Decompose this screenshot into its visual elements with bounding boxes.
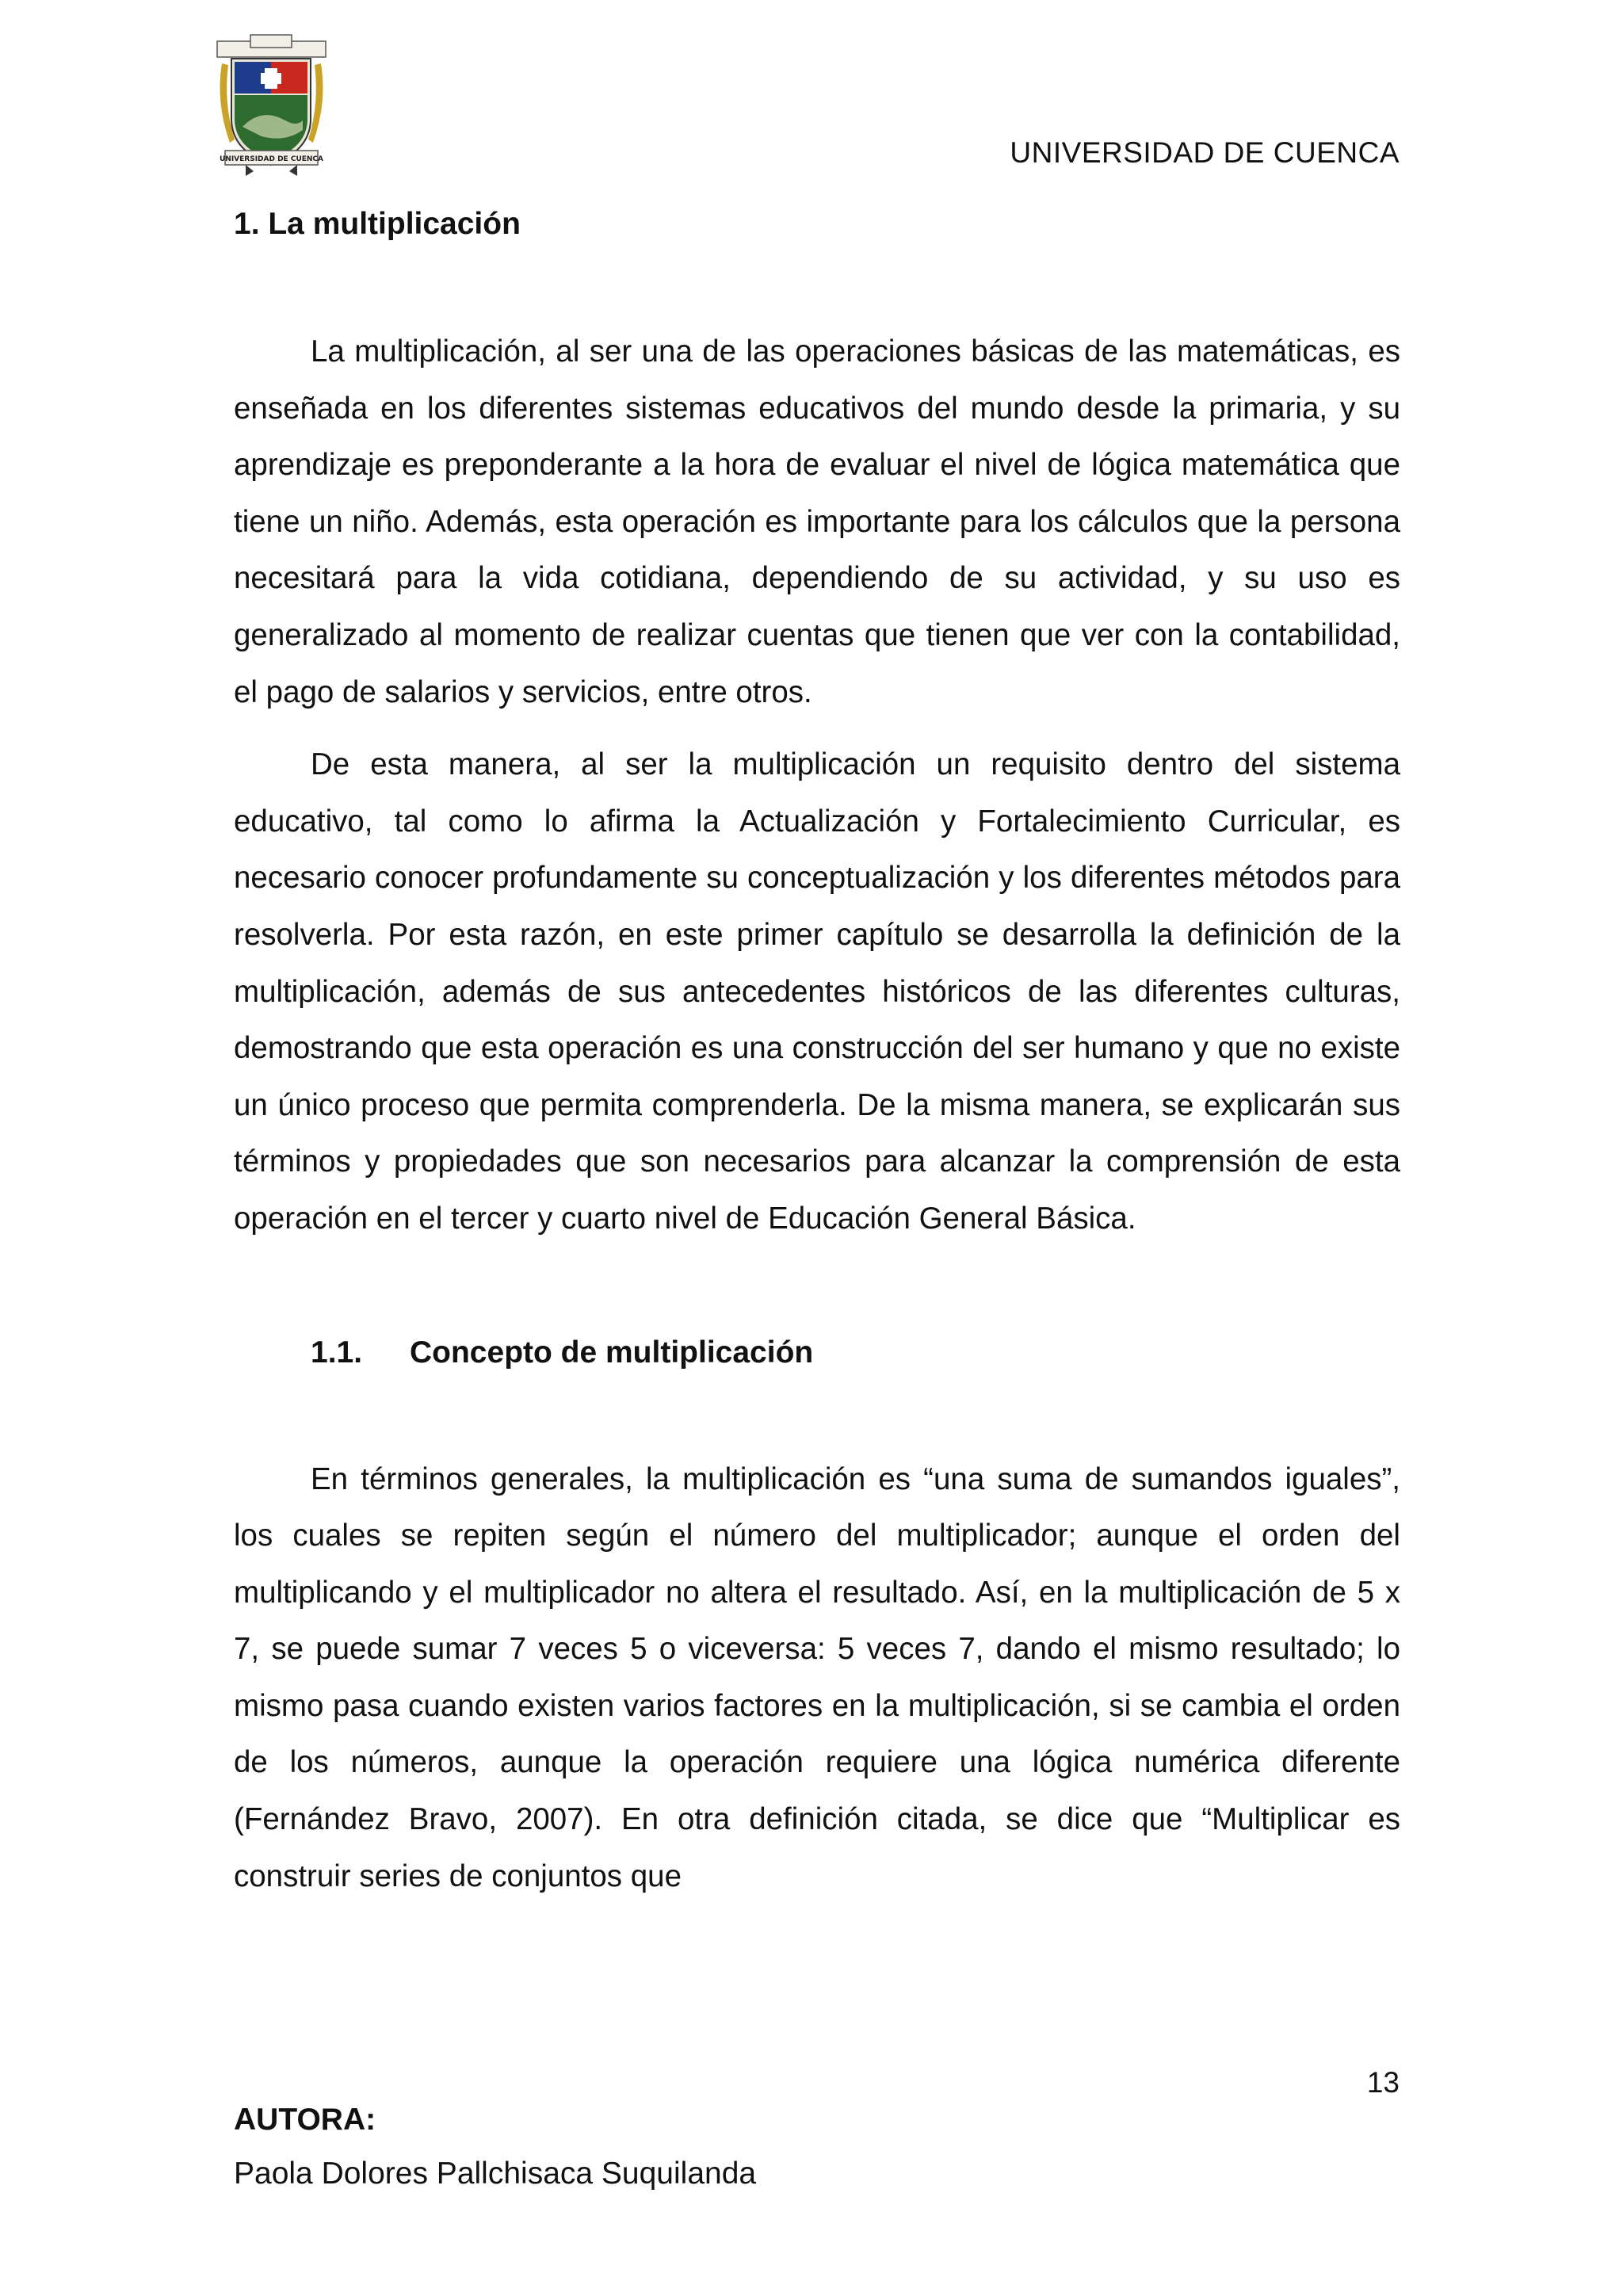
- chapter-paragraph-1: La multiplicación, al ser una de las operaciones básicas de las matemáticas, es enseñada en los diferentes sistemas educativos del mundo desde la primaria, y su aprendizaje es preponderante a la hora de evaluar el nivel de lógica matemática que tiene un niño. Además, esta operación es importante para los cálculos que la persona necesitará para la vida cotidiana, dependiendo de su actividad, y su uso es generalizado al momento de realizar cuentas que tienen que ver con la contabilidad, el pago de salarios y servicios, entre otros.: [234, 334, 1400, 709]
- university-name: UNIVERSIDAD DE CUENCA: [1010, 136, 1400, 169]
- section-number: 1.1.: [311, 1335, 363, 1370]
- university-crest-icon: [214, 32, 329, 178]
- logo-text: UNIVERSIDAD DE CUENCA: [219, 155, 324, 163]
- author-label: AUTORA:: [234, 2103, 376, 2137]
- section-paragraph-1: En términos generales, la multiplicación es “una suma de sumandos iguales”, los cuales se repiten según el número del multiplicador; aunque el orden del multiplicando y el multiplicador no altera el resultado. Así, en la multiplicación de 5 x 7, se puede sumar 7 veces 5 o viceversa: 5 veces 7, dando el mismo resultado; lo mismo pasa cuando existen varios factores en la multiplicación, si se cambia el orden de los números, aunque la operación requiere una lógica numérica diferente (Fernández Bravo, 2007). En otra definición citada, se dice que “Multiplicar es construir series de conjuntos que: [234, 1461, 1400, 1893]
- chapter-title: 1. La multiplicación: [234, 207, 521, 241]
- section-heading: [234, 1331, 1400, 1374]
- page-content: [234, 203, 1400, 1904]
- page-number: 13: [1366, 2066, 1400, 2099]
- author-name: Paola Dolores Pallchisaca Suquilanda: [234, 2157, 757, 2191]
- section-title: Concepto de multiplicación: [410, 1335, 814, 1370]
- chapter-paragraph-2: De esta manera, al ser la multiplicación un requisito dentro del sistema educativo, tal como lo afirma la Actualización y Fortalecimiento Curricular, es necesario conocer profundamente su conceptualización y los diferentes métodos para resolverla. Por esta razón, en este primer capítulo se desarrolla la definición de la multiplicación, además de sus antecedentes históricos de las diferentes culturas, demostrando que esta operación es una construcción del ser humano y que no existe un único proceso que permita comprenderla. De la misma manera, se explicarán sus términos y propiedades que son necesarios para alcanzar la comprensión de esta operación en el tercer y cuarto nivel de Educación General Básica.: [234, 747, 1400, 1236]
